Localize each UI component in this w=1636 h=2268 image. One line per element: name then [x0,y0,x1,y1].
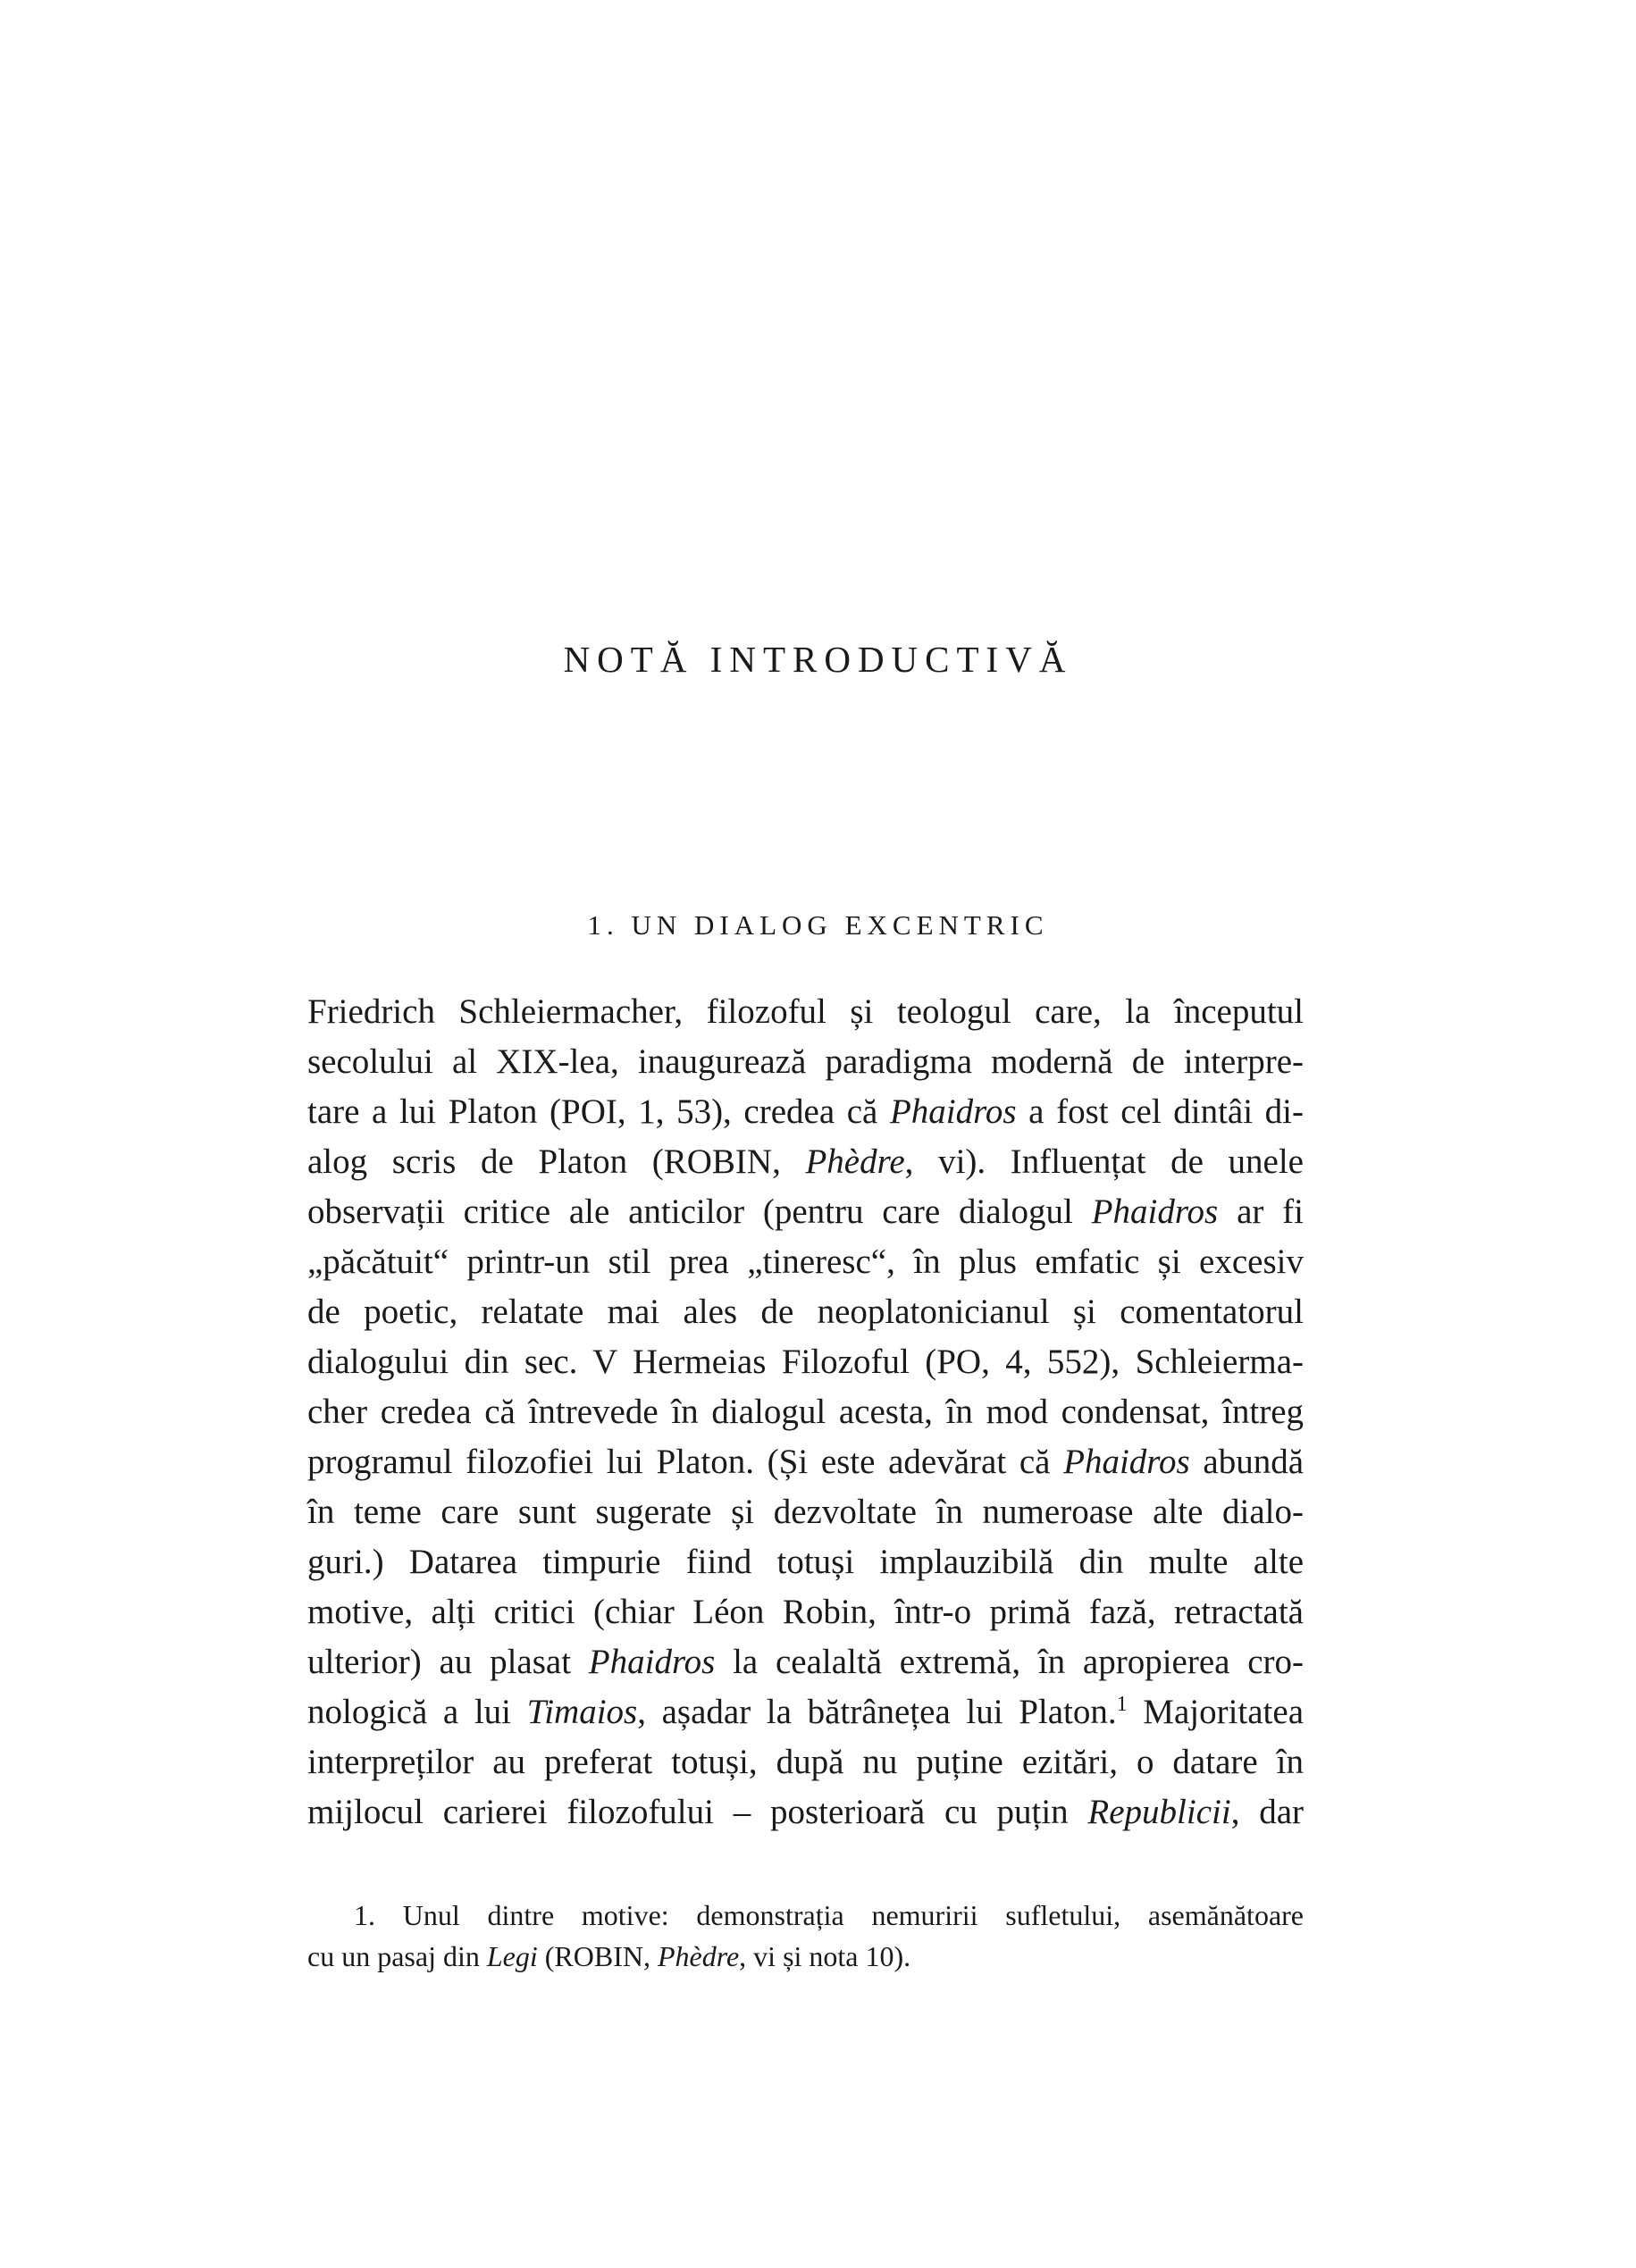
text-span: cu un pasaj din [307,1940,487,1972]
text-span: , dar [1230,1793,1304,1831]
body-paragraph [307,987,1304,1837]
text-line [307,1187,1304,1237]
text-span: observații critice ale anticilor (pentru care dialogul [307,1193,1092,1231]
text-span: (ROBIN, [537,1940,658,1972]
footnote [307,1895,1304,1977]
text-span: a fost cel dintâi di- [1016,1092,1305,1131]
text-span: alog scris de Platon (ROBIN, [307,1142,806,1181]
text-span: programul filozofiei lui Platon. (Și este adevărat că [307,1443,1064,1481]
text-line [307,1087,1304,1137]
text-span: Majoritatea [1127,1693,1305,1731]
text-line [307,1687,1304,1737]
text-line: guri.) Datarea timpurie fiind totuși implauzibilă din multe alte [307,1543,1304,1581]
text-span: abundă [1189,1443,1305,1481]
text-line [307,1787,1304,1837]
footnote-line [307,1936,1304,1977]
text-line: de poetic, relatate mai ales de neoplatonicianul și comentatorul [307,1293,1304,1331]
text-line: „păcătuit“ printr-un stil prea „tineresc“, în plus emfatic și excesiv [307,1243,1304,1281]
text-span: ar fi [1218,1193,1304,1231]
text-span: tare a lui Platon (POI, 1, 53), credea că [307,1092,890,1131]
italic-title: Phaidros [889,1092,1017,1131]
italic-title: Phaidros [1091,1193,1219,1231]
text-line: cher credea că întrevede în dialogul acesta, în mod condensat, întreg [307,1393,1304,1431]
text-line: secolului al XIX-lea, inaugurează paradigma modernă de interpre- [307,1042,1304,1081]
text-line [307,1637,1304,1687]
text-span: , vi și nota 10). [739,1940,911,1972]
text-line: Friedrich Schleiermacher, filozoful și teologul care, la începutul [307,992,1304,1031]
section-heading: 1. UN DIALOG EXCENTRIC [587,909,1049,941]
italic-title: Timaios [526,1693,638,1731]
italic-title: Phèdre [805,1142,905,1181]
text-line: interpreților au preferat totuși, după nu puține ezitări, o datare în [307,1743,1304,1781]
text-span: nologică a lui [307,1693,527,1731]
italic-title: Phaidros [588,1643,716,1681]
text-line [307,1437,1304,1487]
italic-title: Republicii [1087,1793,1231,1831]
text-line: în teme care sunt sugerate și dezvoltate în numeroase alte dialo- [307,1493,1304,1531]
text-span: la cealaltă extremă, în apropierea cro- [715,1643,1304,1681]
text-span: , așadar la bătrânețea lui Platon. [637,1693,1117,1731]
italic-title: Phaidros [1063,1443,1190,1481]
italic-title: Legi [486,1940,538,1972]
text-line: motive, alți critici (chiar Léon Robin, într-o primă fază, retractată [307,1593,1304,1631]
text-line: dialogului din sec. V Hermeias Filozoful (PO, 4, 552), Schleierma- [307,1343,1304,1381]
italic-title: Phèdre [657,1940,740,1972]
text-span: mijlocul carierei filozofului – posterioară cu puțin [307,1793,1088,1831]
footnote-line: 1. Unul dintre motive: demonstrația nemuririi sufletului, asemănătoare [354,1899,1304,1931]
text-span: ulterior) au plasat [307,1643,589,1681]
footnote-reference[interactable]: 1 [1116,1693,1128,1716]
page-title: NOTĂ INTRODUCTIVĂ [563,639,1073,680]
text-span: , vi). Influențat de unele [904,1142,1304,1181]
text-line [307,1137,1304,1187]
